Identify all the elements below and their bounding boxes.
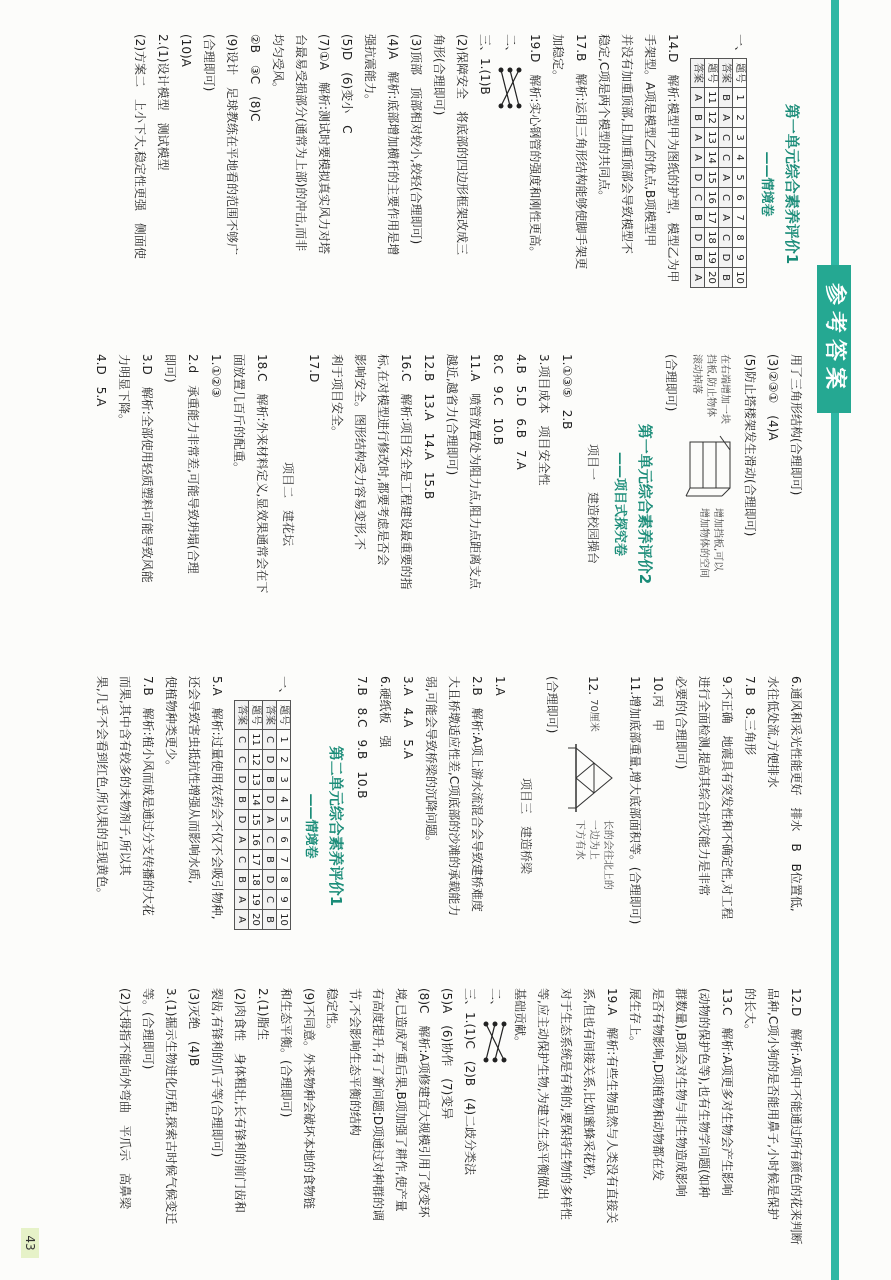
answer-line: 6.通风和采光性能更好 排水 B B位置低, [789, 676, 803, 912]
answer-line: 和生态平衡。(合理即可) [279, 988, 293, 1118]
table-cell: 8 [733, 228, 747, 248]
project-heading: 项目二 建花坛 [281, 461, 295, 546]
figure-note: 增加挡板,可以 [712, 508, 723, 572]
table-cell: C [263, 730, 277, 750]
table-cell: A [235, 910, 249, 930]
table-cell: A [719, 208, 733, 228]
table-cell: 10 [733, 268, 747, 288]
table-cell: 1 [733, 88, 747, 108]
answer-line: 使植物种类更少。 [164, 676, 178, 773]
answer-line: 标,在对模型进行修改时,都要考虑是否会 [376, 354, 390, 566]
table-cell: 15 [705, 168, 719, 188]
table-cell: 13 [705, 128, 719, 148]
answer-line: 4.D 5.A [94, 354, 108, 407]
answer-line: (9)设计 足球教练在平地看的范围不够广 [225, 34, 239, 255]
table-cell: 20 [249, 910, 263, 930]
answer-line: 强抗震能力。 [363, 34, 377, 107]
table-cell: 9 [733, 248, 747, 268]
table-cell: 答案 [719, 59, 733, 88]
table-cell: A [263, 810, 277, 830]
table-cell: 2 [277, 750, 291, 770]
table-cell: C [719, 188, 733, 208]
table-cell: 16 [705, 188, 719, 208]
answer-line: (合理即可) [545, 676, 559, 734]
matching-line [482, 988, 508, 1268]
answer-line: 13.C 解析:A项更多对生物会产生影响 [720, 988, 734, 1196]
answer-line: 品种,C项小狗的是否能用鼻子,小时候是保护 [766, 988, 780, 1221]
answer-line: 加稳定。 [551, 34, 565, 83]
answer-line: 19.D 解析:实心钢管的强度和刚性更高。 [528, 34, 542, 259]
table-cell: 6 [733, 188, 747, 208]
section-title: 第一单元综合素养评价2 [636, 423, 654, 585]
answer-line: 基础贡献。 [513, 988, 527, 1049]
answer-table [234, 700, 291, 930]
table-cell: 题号 [249, 701, 263, 730]
table-cell: 答案 [691, 59, 705, 88]
section-subtitle: ——项目式探究卷 [612, 451, 627, 556]
answer-line: 进行全面检测,提高其综合抗灾能力是非常 [697, 676, 711, 896]
table-cell: 8 [277, 870, 291, 890]
answer-line: (动物的保护色等),也有生物学问题(如种 [697, 988, 711, 1198]
matching-diagram [482, 1020, 508, 1064]
table-cell: A [691, 128, 705, 148]
table-cell: B [263, 850, 277, 870]
table-cell: D [235, 770, 249, 790]
page-number: 43 [21, 1228, 39, 1258]
answer-line: 19.A 解析:有些生物虽然与人类没有直接关 [605, 988, 619, 1224]
answer-line: 10.丙 甲 [651, 676, 665, 732]
answer-line: 系,但也有间接关系,比如蜜蜂采花粉, [582, 988, 596, 1180]
answer-table-block [684, 34, 751, 334]
answer-table [690, 58, 747, 288]
answer-line: 17.D [307, 354, 321, 383]
answer-line: 群数量),B项会对生物与非生物造成影响 [674, 988, 688, 1197]
table-cell: 5 [733, 168, 747, 188]
answer-line: 12. [586, 676, 600, 696]
answer-line: 7.B 8.三角形 [743, 676, 757, 756]
answer-line: 手架型。A项是模型乙的优点,B项模型甲 [643, 34, 657, 247]
answer-banner [815, 0, 851, 1280]
project-heading: 项目一 建造校园操台 [586, 443, 600, 564]
answer-line: 4.B 5.D 6.B 7.A [514, 354, 528, 470]
answer-line: 18.C 解析:外来材料定义,显效果通常会在下 [255, 354, 269, 594]
answer-line: 11.增加底部重量,增大底部面积等。(合理即可) [628, 676, 642, 925]
answer-line: 7.B 8.C 9.B 10.B [355, 676, 369, 799]
table-cell: C [235, 850, 249, 870]
table-cell: A [235, 890, 249, 910]
table-cell: A [691, 148, 705, 168]
table-cell: 14 [705, 148, 719, 168]
table-cell: 12 [249, 750, 263, 770]
bridge-figure [566, 740, 620, 816]
answer-line: 境,已造成严重后果,B项加强了耕作,使产量 [394, 988, 408, 1212]
table-cell: 12 [705, 108, 719, 128]
answer-line: (3)②③① (4)A [766, 354, 780, 441]
answer-line: (5)防止塔楼架发生滑动(合理即可) [743, 354, 757, 537]
shelf-figure [684, 432, 736, 502]
answer-line: 裂齿,有锋利的爪子等(合理即可) [210, 988, 224, 1158]
answer-line: (2)方案二 上小下大,稳定性更强 侧面使 [133, 34, 147, 259]
table-cell: B [691, 208, 705, 228]
answer-line: 3.(1)掘示生物进化历程,探索古时候气候变迁 [164, 988, 178, 1225]
matching-diagram [497, 66, 523, 110]
answer-line: 展生存上。 [628, 988, 642, 1049]
answer-line: 三、1.(1)C (2)B (4)二歧分类法 [463, 988, 477, 1176]
table-cell: D [691, 228, 705, 248]
table-cell: C [691, 188, 705, 208]
table-cell: C [719, 228, 733, 248]
table-cell: 4 [277, 790, 291, 810]
table-cell: D [263, 790, 277, 810]
answer-line: (3)灭绝 (4)B [187, 988, 201, 1067]
table-cell: 7 [277, 850, 291, 870]
table-cell: 11 [705, 88, 719, 108]
column-3 [37, 676, 807, 976]
answer-line: (5)D (6)变小 C [340, 34, 354, 134]
answer-line: (合理即可) [202, 34, 216, 92]
section-subtitle: ——情境卷 [303, 793, 318, 859]
answer-line: 稳定性。 [325, 988, 339, 1037]
table-cell: 19 [705, 248, 719, 268]
answer-line: 2.d 承重能力非常差,可能导致坍塌(合理 [186, 354, 200, 574]
answer-line: 2.B 解析:A项上游水流混合会导致建桥难度 [470, 676, 484, 912]
table-cell: A [691, 268, 705, 288]
answer-line: 稳定,C项是两个模型的共同点。 [597, 34, 611, 203]
figure-note: 下方有水 [574, 819, 585, 860]
table-cell: B [263, 910, 277, 930]
answer-line: 等,应主动保护生物,为建立生态平衡做出 [536, 988, 550, 1200]
answer-line: 并没有加重顶部,且加重顶部会导致模型不 [620, 34, 634, 254]
table-cell: 3 [733, 128, 747, 148]
column-1 [37, 34, 807, 334]
answer-line: 3.项目成本 项目安全性 [537, 354, 551, 486]
table-cell: 17 [249, 850, 263, 870]
answer-line: 均匀受风。 [271, 34, 285, 95]
table-cell: 题号 [705, 59, 719, 88]
section-title: 第二单元综合素养评价1 [327, 745, 345, 907]
answer-line: 果,几乎不会看到红色,所以果的呈现黄色。 [95, 676, 109, 900]
section-label: 一、 [277, 676, 291, 701]
answer-line: 6.硬纸板 强 [378, 676, 392, 748]
table-cell: B [719, 88, 733, 108]
figure-block [563, 676, 623, 976]
answer-line: 11.A 喷管放置处为阻力点,阻力点距离支点 [468, 354, 482, 590]
table-cell: D [719, 248, 733, 268]
answer-line: 弱,可能会导致桥梁的沉降问题。 [424, 676, 438, 848]
answer-line: 必要的(合理即可) [674, 676, 688, 770]
answer-line: 即可) [163, 354, 177, 383]
figure-note: 挡板,防止物体 [705, 354, 716, 418]
figure-note: 一边为上 [588, 819, 599, 860]
answer-line: 1.①②③ [209, 354, 223, 398]
answer-line: 大且桥墩适应性差,C项底部的沙滩的承载能力 [447, 676, 461, 917]
answer-line: 2.(1)设计模型 测试模型 [156, 34, 170, 171]
project-heading: 项目三 建造桥梁 [519, 777, 533, 874]
table-cell: 15 [249, 810, 263, 830]
section-label: 二、 [488, 988, 503, 1013]
table-cell: 16 [249, 830, 263, 850]
answer-line: (4)A 解析:底部增加横杆的主要作用是增 [386, 34, 400, 256]
answer-line: 2.(1)脂生 [256, 988, 270, 1041]
answer-line: 力明显下降。 [117, 354, 131, 427]
table-cell: 18 [249, 870, 263, 890]
table-cell: 14 [249, 790, 263, 810]
answer-line: 的长大。 [743, 988, 757, 1037]
answer-line: (5)A (6)协作 (7)变异 [440, 988, 454, 1120]
table-cell: B [691, 108, 705, 128]
answer-line: 1.①③⑤ 2.B [560, 354, 574, 430]
table-cell: C [235, 750, 249, 770]
answer-line: 对于生态系统是有利的,要保持生物的多样性 [559, 988, 573, 1220]
figure-note: 70厘米 [588, 699, 599, 732]
answer-line: 水往低处流,方便排水 [766, 676, 780, 788]
answer-line: 而果,其中含有较多的未物剂子,所以其 [118, 676, 132, 876]
answer-line: (8)C 解析:A项修建宜大规模引用了改变环 [417, 988, 431, 1218]
table-cell: 11 [249, 730, 263, 750]
answer-line: 三、1.(1)B [478, 34, 492, 95]
answer-line: 还会导致害虫抵抗性增强从而影响水质, [187, 676, 201, 884]
table-cell: 2 [733, 108, 747, 128]
answer-line: 台最易受损部分(通常为上部)的冲击,而非 [294, 34, 308, 252]
table-cell: A [235, 830, 249, 850]
table-cell: 13 [249, 770, 263, 790]
answer-line: 节,不会影响生态平衡的结构 [348, 988, 362, 1136]
answer-line: 8.C 9.C 10.B [491, 354, 505, 445]
table-cell: A [691, 88, 705, 108]
answer-line: (9)不同意。外来物种会破坏本地的食物链 [302, 988, 316, 1209]
table-cell: B [691, 248, 705, 268]
answer-line: 12.B 13.A 14.A 15.B [422, 354, 436, 500]
table-cell: 5 [277, 810, 291, 830]
table-cell: A [719, 168, 733, 188]
figure-note: 增加物体的空间 [698, 508, 709, 578]
table-cell: 3 [277, 770, 291, 790]
table-cell: D [263, 750, 277, 770]
table-cell: 答案 [235, 701, 249, 730]
figure-note: 长的会往北上的 [602, 819, 613, 890]
answer-line: 17.B 解析:运用三角形结构能够使脚手架更 [574, 34, 588, 270]
table-cell: 4 [733, 148, 747, 168]
table-cell: C [263, 830, 277, 850]
table-cell: B [235, 870, 249, 890]
table-cell: 6 [277, 830, 291, 850]
answer-line: 是否有物影响,D项植物和动物都在发 [651, 988, 665, 1182]
figure-note: 滚动掉落 [691, 354, 702, 394]
table-cell: C [235, 730, 249, 750]
table-cell: B [719, 268, 733, 288]
answer-line: (7)①A 解析:测试时要模拟真实风力对塔 [317, 34, 331, 255]
answer-line: (2)肉食性 身体粗壮,长有锋利的前门齿和 [233, 988, 247, 1213]
answer-line: 12.D 解析:A项中不能通过所有颜色的花来判断 [789, 988, 803, 1245]
answer-line: 7.B 解析:植小风而成是通过分支传播的大花 [141, 676, 155, 916]
table-cell: B [263, 770, 277, 790]
answer-line: 14.D 解析:模型甲为图纸的护型，模型乙为甲 [666, 34, 680, 283]
table-cell: D [691, 168, 705, 188]
answer-line: 面放置几百斤的配重。 [232, 354, 246, 475]
table-cell: 题号 [733, 59, 747, 88]
table-cell: C [719, 148, 733, 168]
table-cell: 题号 [277, 701, 291, 730]
table-cell: C [719, 128, 733, 148]
answer-table-block [228, 676, 295, 976]
answer-line: 利于项目安全。 [330, 354, 344, 439]
answer-line: (10)A [179, 34, 193, 67]
column-2 [37, 354, 807, 654]
answer-line: 3.D 解析:全部使用轻质塑料可能导致风能 [140, 354, 154, 583]
answer-line: (合理即可) [664, 354, 678, 412]
section-subtitle: ——情境卷 [759, 151, 774, 217]
answer-line: 3.A 4.A 5.A [401, 676, 415, 759]
table-cell: 10 [277, 910, 291, 930]
answer-line: 5.A 解析:过量使用农药会不仅不会吸引物种, [210, 676, 224, 920]
answer-line: 16.C 解析:项目安全是工程建设最重要的指 [399, 354, 413, 590]
table-cell: A [719, 108, 733, 128]
table-cell: 18 [705, 228, 719, 248]
answer-line: (2)大拇指不能向外弯曲 平爪示 高鼻梁 [118, 988, 132, 1209]
section-label: 二、 [503, 34, 518, 59]
table-cell: D [263, 870, 277, 890]
table-cell: 9 [277, 890, 291, 910]
table-cell: 1 [277, 730, 291, 750]
answer-line: 越近,越省力(合理即可) [445, 354, 459, 476]
section-label: 一、 [733, 34, 747, 59]
table-cell: 20 [705, 268, 719, 288]
answer-line: 有高度提升,有了新问题;D项通过对种群的调 [371, 988, 385, 1222]
banner-title: 参考答案 [817, 265, 851, 413]
banner-bar [831, 0, 839, 1280]
answer-line: 影响安全。图形结构受力容易变形,不 [353, 354, 367, 550]
table-cell: 7 [733, 208, 747, 228]
table-cell: 19 [249, 890, 263, 910]
answer-line: 9.不正确 地震具有突发性和不确定性,对工程 [720, 676, 734, 920]
table-cell: 17 [705, 208, 719, 228]
answer-line: 角形(合理即可) [432, 34, 446, 116]
answer-line: ②B ③C (8)C [248, 34, 262, 122]
section-title: 第一单元综合素养评价1 [783, 103, 801, 265]
table-cell: B [235, 790, 249, 810]
answer-line: (3)顶部 顶部相对较小,较轻(合理即可) [409, 34, 423, 245]
answer-line: (2)保障安全 将底部的四边形框架改成三 [455, 34, 469, 255]
figure-block [682, 354, 738, 654]
answer-line: 1.A [493, 676, 507, 696]
table-cell: C [263, 890, 277, 910]
answer-line: 用了三角形结构(合理即可) [789, 354, 803, 496]
table-cell: D [235, 810, 249, 830]
table-cell: 答案 [263, 701, 277, 730]
figure-note: 在右端增加一块 [719, 354, 730, 424]
matching-line [497, 34, 523, 334]
answer-line: 等。(合理即可) [141, 988, 155, 1070]
column-4 [37, 988, 807, 1268]
